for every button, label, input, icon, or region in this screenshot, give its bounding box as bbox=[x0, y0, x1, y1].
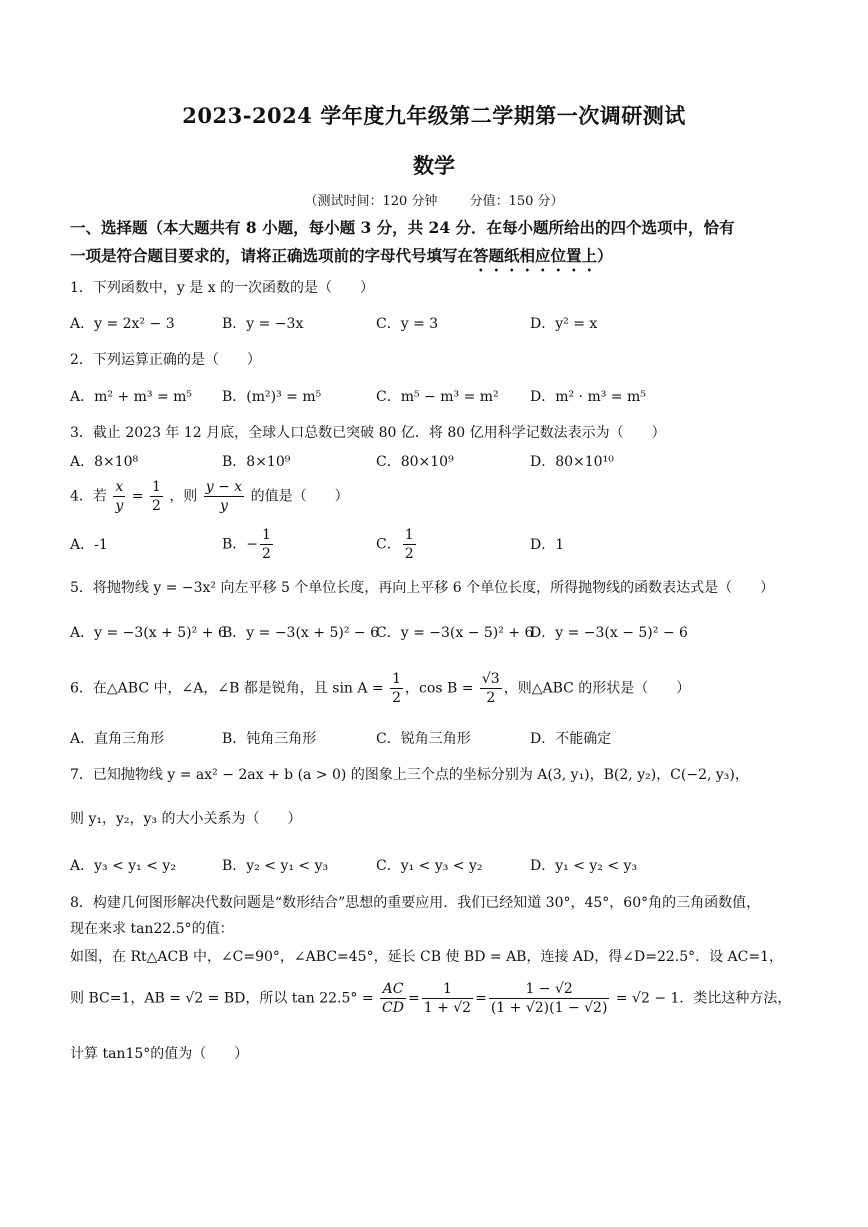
question-7-stem-line2: 则 y₁，y₂，y₃ 的大小关系为（ ） bbox=[70, 811, 302, 827]
option-a: A．m² + m³ = m⁵ bbox=[70, 389, 193, 405]
option-d: D．y = −3(x − 5)² − 6 bbox=[530, 625, 688, 641]
option-a: A．y₃ < y₁ < y₂ bbox=[70, 858, 176, 874]
exam-title: 2023-2024 学年度九年级第二学期第一次调研测试 bbox=[182, 103, 686, 128]
option-b: B．y = −3(x + 5)² − 6 bbox=[222, 625, 379, 641]
option-a: A．y = 2x² − 3 bbox=[70, 316, 175, 332]
question-8-line3: 如图，在 Rt△ACB 中，∠C=90°，∠ABC=45°，延长 CB 使 BD = AB，连接 AD，得∠D=22.5°．设 AC=1， bbox=[70, 949, 784, 965]
question-8-line4: 则 BC=1，AB = √2 = BD，所以 tan 22.5° = $\frac{AC}{CD}$ = $\frac{1}{1 + √2}$ = $\frac{1 - √2}{(1 + √2)(1 - √2)}$ = √2 − 1．类比这种方法， bbox=[70, 981, 792, 1016]
fraction-one-half: $\frac{1}{2}$ bbox=[392, 671, 402, 706]
option-d: D．y₁ < y₂ < y₃ bbox=[530, 858, 638, 874]
option-d: D．不能确定 bbox=[530, 731, 612, 747]
exam-score: 分值：150 分） bbox=[469, 194, 564, 209]
option-a: A．8×10⁸ bbox=[70, 454, 139, 470]
question-4-stem: 4．若 $\frac{x}{y}$ = $\frac{1}{2}$ ，则 $\frac{y - x}{y}$ 的值是（ ） bbox=[70, 479, 349, 514]
option-d: D．m² · m³ = m⁵ bbox=[530, 389, 646, 405]
fraction-one-half: $\frac{1}{2}$ bbox=[151, 479, 161, 514]
question-2-stem: 2．下列运算正确的是（ ） bbox=[70, 352, 261, 368]
option-d: D．y² = x bbox=[530, 316, 598, 332]
option-c: C． $\frac{1}{2}$ bbox=[376, 527, 414, 562]
option-d: D．1 bbox=[530, 537, 565, 553]
option-a: A．直角三角形 bbox=[70, 731, 165, 747]
option-a: A．y = −3(x + 5)² + 6 bbox=[70, 625, 227, 641]
question-1-stem: 1．下列函数中，y 是 x 的一次函数的是（ ） bbox=[70, 280, 375, 296]
question-8-line2: 现在来求 tan22.5°的值： bbox=[70, 921, 234, 937]
fraction-rationalize: $\frac{1 - √2}{(1 + √2)(1 - √2)}$ bbox=[490, 981, 608, 1016]
fraction-one-over: $\frac{1}{1 + √2}$ bbox=[423, 981, 472, 1016]
option-c: C．锐角三角形 bbox=[376, 731, 471, 747]
question-5-stem: 5．将抛物线 y = −3x² 向左平移 5 个单位长度，再向上平移 6 个单位长度，所得抛物线的函数表达式是（ ） bbox=[70, 580, 775, 596]
option-b: B．y = −3x bbox=[222, 316, 304, 332]
subject-title: 数学 bbox=[413, 153, 455, 178]
fraction-x-over-y: $\frac{x}{y}$ bbox=[115, 479, 124, 514]
fraction-ac-over-cd: $\frac{AC}{CD}$ bbox=[382, 981, 404, 1016]
question-7-stem: 7．已知抛物线 y = ax² − 2ax + b (a > 0) 的图象上三个点的坐标分别为 A(3, y₁)，B(2, y₂)，C(−2, y₃)， bbox=[70, 767, 749, 783]
section-heading-line2: 一项是符合题目要求的，请将正确选项前的字母代号填写在答题纸相应位置上） bbox=[70, 246, 613, 265]
option-b: B．(m²)³ = m⁵ bbox=[222, 389, 322, 405]
option-b: B．钝角三角形 bbox=[222, 731, 317, 747]
exam-info bbox=[0, 190, 868, 209]
section-heading bbox=[70, 214, 805, 275]
option-b: B．y₂ < y₁ < y₃ bbox=[222, 858, 329, 874]
question-3-stem: 3．截止 2023 年 12 月底，全球人口总数已突破 80 亿．将 80 亿用科学记数法表示为（ ） bbox=[70, 425, 666, 441]
section-heading-line1: 一、选择题（本大题共有 8 小题，每小题 3 分，共 24 分．在每小题所给出的四个选项中，恰有 bbox=[70, 218, 735, 237]
option-c: C．80×10⁹ bbox=[376, 454, 454, 470]
question-8-line5: 计算 tan15°的值为（ ） bbox=[70, 1046, 249, 1062]
emphasis-text: 答题纸相应位置上 bbox=[473, 246, 598, 265]
option-d: D．80×10¹⁰ bbox=[530, 454, 614, 470]
question-6-stem: 6．在△ABC 中，∠A，∠B 都是锐角，且 sin A = $\frac{1}{2}$ ，cos B = $\frac{√3}{2}$ ，则△ABC 的形状是（ ） bbox=[70, 671, 691, 706]
option-c: C．m⁵ − m³ = m² bbox=[376, 389, 499, 405]
option-c: C．y = −3(x − 5)² + 6 bbox=[376, 625, 534, 641]
option-b: B．8×10⁹ bbox=[222, 454, 291, 470]
fraction-y-minus-x-over-y: $\frac{y - x}{y}$ bbox=[205, 479, 243, 514]
option-c: C．y₁ < y₃ < y₂ bbox=[376, 858, 483, 874]
fraction-sqrt3-over-2: $\frac{√3}{2}$ bbox=[481, 671, 500, 706]
option-a: A．-1 bbox=[70, 537, 108, 553]
option-b: B．− $\frac{1}{2}$ bbox=[222, 527, 271, 562]
option-c: C．y = 3 bbox=[376, 316, 439, 332]
exam-time: （测试时间：120 分钟 bbox=[304, 194, 438, 209]
question-8-line1: 8．构建几何图形解决代数问题是“数形结合”思想的重要应用．我们已经知道 30°，45°，60°角的三角函数值， bbox=[70, 895, 761, 911]
